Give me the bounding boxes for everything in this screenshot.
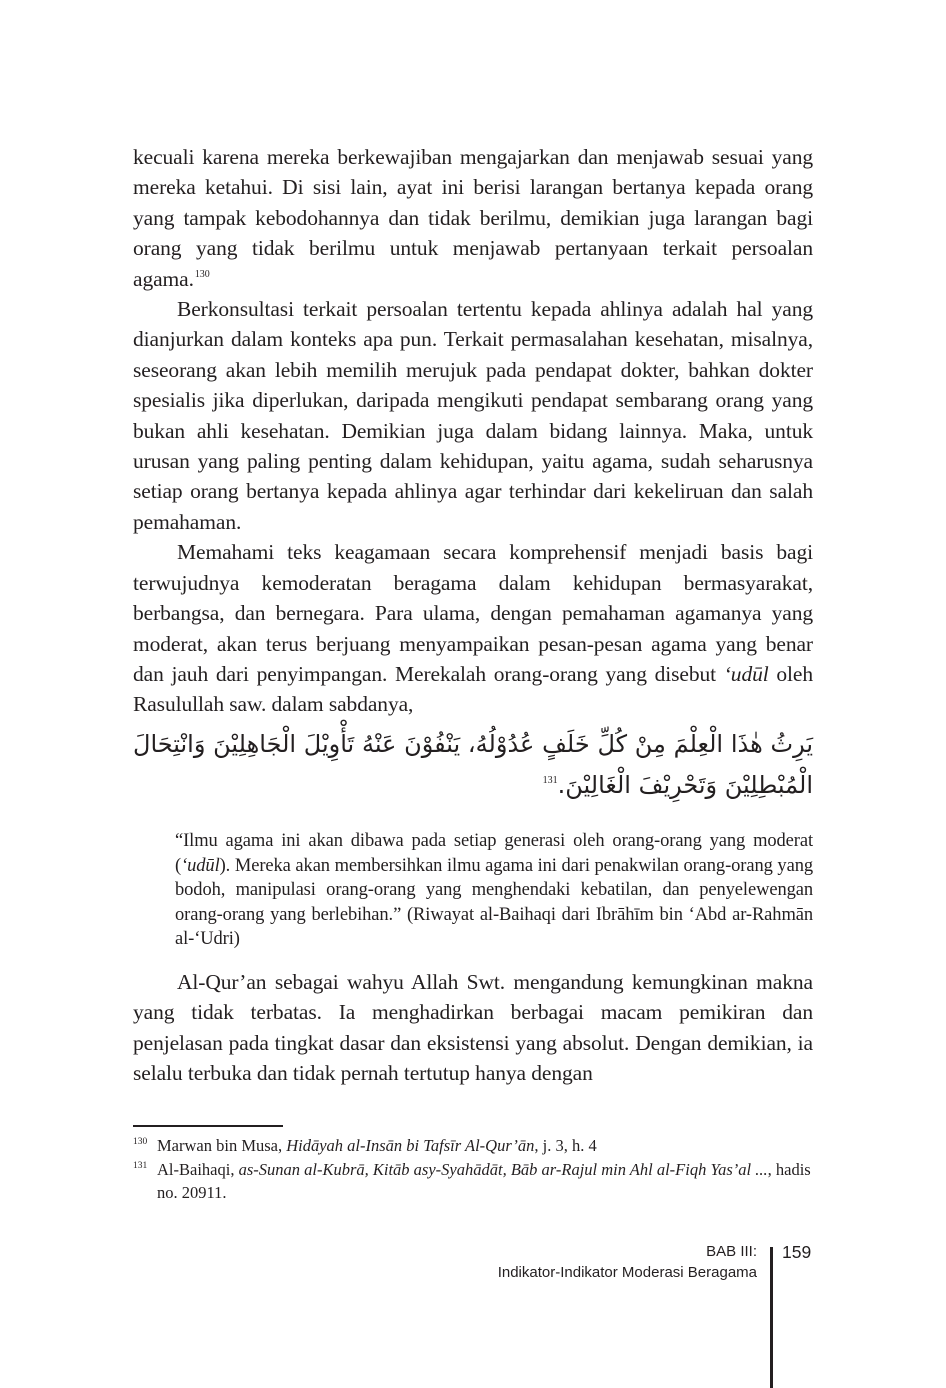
translation-text-b: ). Mereka akan membersihkan ilmu agama ini dari penakwilan orang-orang yang bodoh, manipulasi orang-orang yang menghendaki kebatilan, dan penyelewengan orang-orang yang berlebihan.” (Riwayat al-Baihaqi dari Ibrāhīm bin ‘Abd ar-Rahmān al-‘Udri) — [175, 855, 813, 950]
footnote-title: Hidāyah al-Insān bi Tafsīr Al-Qur’ān — [286, 1136, 535, 1155]
footnote-author: Marwan bin Musa, — [157, 1136, 287, 1155]
hadith-arabic-text: يَرِثُ هٰذَا الْعِلْمَ مِنْ كُلِّ خَلَفٍ عُدُوْلُهُ، يَنْفُوْنَ عَنْهُ تَأْوِيْلَ الْجَاهِلِيْنَ وَانْتِحَالَ الْمُبْطِلِيْنَ وَتَحْرِيْفَ الْغَالِيْنَ. — [133, 730, 813, 799]
page-number: 159 — [782, 1242, 812, 1262]
paragraph-3-text-b: oleh Rasulullah saw. dalam sabdanya, — [133, 661, 813, 717]
translation-term-udul: ‘udūl — [181, 855, 220, 876]
footnote-number: 130 — [133, 1137, 148, 1147]
footnote-131 — [133, 1158, 813, 1205]
footnote-rest: , j. 3, h. 4 — [534, 1136, 597, 1155]
page-number-rule — [770, 1247, 773, 1388]
term-udul: ‘udūl — [723, 661, 769, 686]
footnote-rest: , hadis no. 20911. — [157, 1159, 811, 1202]
footnote-ref-131[interactable]: 131 — [542, 775, 558, 786]
running-head — [498, 1241, 757, 1283]
hadith-arabic — [133, 724, 813, 806]
footnote-title: as-Sunan al-Kubrā, Kitāb asy-Syahādāt, Bāb ar-Rajul min Ahl al-Fiqh Yas’al ... — [238, 1159, 768, 1179]
footnote-ref-130[interactable]: 130 — [194, 268, 210, 280]
footnote-body — [157, 1134, 813, 1158]
main-text-upper — [133, 142, 813, 720]
footnote-body — [157, 1158, 813, 1205]
footnote-number: 131 — [133, 1160, 148, 1171]
paragraph-1 — [133, 142, 813, 294]
footnote-author: Al-Baihaqi, — [157, 1159, 239, 1179]
paragraph-3 — [133, 537, 813, 719]
footnote-divider — [133, 1125, 283, 1127]
translation-text-a: “Ilmu agama ini akan dibawa pada setiap generasi oleh orang-orang yang moderat ( — [175, 831, 813, 876]
chapter-title: Indikator-Indikator Moderasi Beragama — [497, 1264, 757, 1281]
chapter-label: BAB III: — [706, 1243, 757, 1260]
hadith-translation — [175, 829, 813, 952]
footnote-130 — [133, 1134, 813, 1158]
footnotes — [133, 1134, 813, 1205]
paragraph-1-text: kecuali karena mereka berkewajiban mengajarkan dan menjawab sesuai yang mereka ketahui. Di sisi lain, ayat ini berisi larangan bertanya kepada orang yang tampak kebodohannya dan tidak berilmu, demikian juga larangan bagi orang yang tidak berilmu untuk menjawab pertanyaan terkait persoalan agama. — [133, 145, 813, 291]
paragraph-3-text-a: Memahami teks keagamaan secara komprehensif menjadi basis bagi terwujudnya kemoderatan beragama dalam kehidupan bermasyarakat, berbangsa, dan bernegara. Para ulama, dengan pemahaman agamanya yang moderat, akan terus berjuang menyampaikan pesan-pesan agama yang benar dan jauh dari penyimpangan. Merekalah orang-orang yang disebut — [133, 540, 813, 686]
main-text-lower — [133, 967, 813, 1089]
paragraph-4: Al-Qur’an sebagai wahyu Allah Swt. mengandung kemungkinan makna yang tidak terbatas. Ia menghadirkan berbagai macam pemikiran dan penjelasan pada tingkat dasar dan eksistensi yang absolut. Dengan demikian, ia selalu terbuka dan tidak pernah tertutup hanya dengan — [133, 970, 813, 1086]
paragraph-2: Berkonsultasi terkait persoalan tertentu kepada ahlinya adalah hal yang dianjurkan dalam konteks apa pun. Terkait permasalahan kesehatan, misalnya, seseorang akan lebih memilih merujuk pada pendapat dokter, bahkan dokter spesialis jika diperlukan, daripada mengikuti pendapat sembarang orang yang bukan ahli kesehatan. Demikian juga dalam bidang lainnya. Maka, untuk urusan yang paling penting dalam kehidupan, yaitu agama, sudah seharusnya setiap orang bertanya kepada ahlinya agar terhindar dari kekeliruan dan salah pemahaman. — [133, 297, 813, 534]
